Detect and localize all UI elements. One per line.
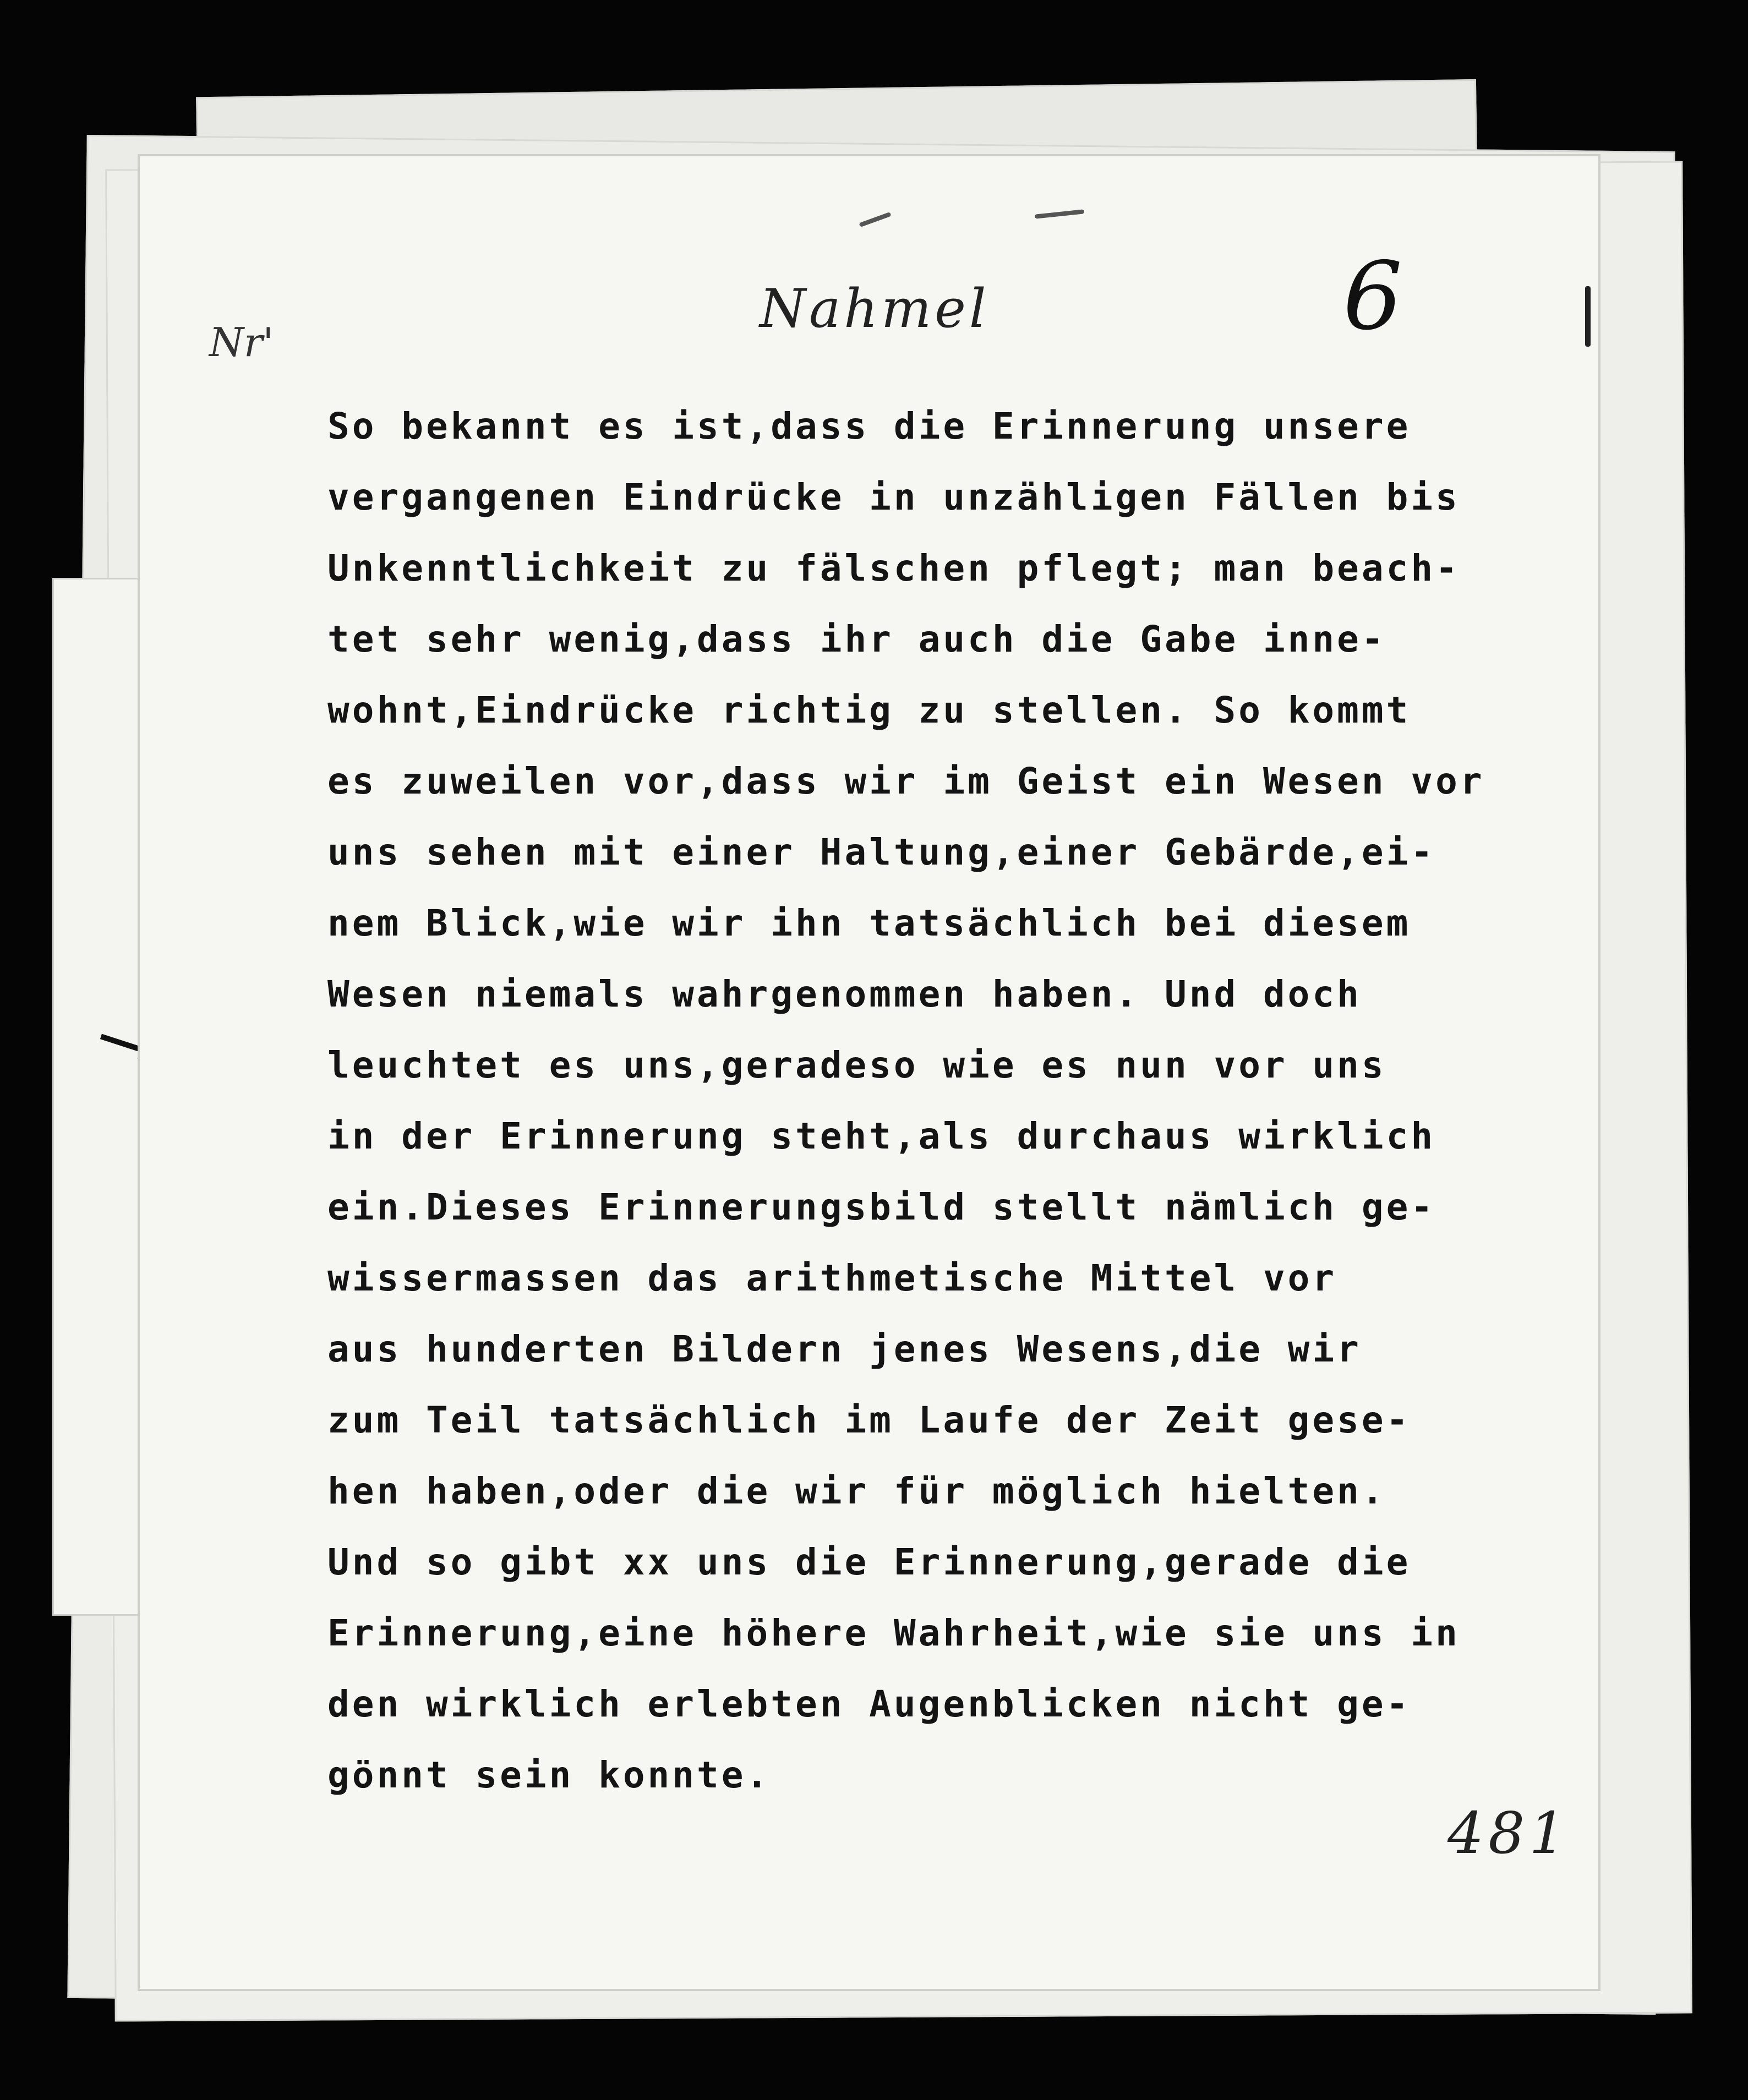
text-line: zum Teil tatsächlich im Laufe der Zeit gese-: [327, 1399, 1411, 1441]
text-line: tet sehr wenig,dass ihr auch die Gabe inne-: [327, 618, 1386, 660]
text-line: nem Blick,wie wir ihn tatsächlich bei diesem: [327, 902, 1411, 944]
text-line: leuchtet es uns,geradeso wie es nun vor uns: [327, 1044, 1386, 1086]
archive-number: 481: [1447, 1800, 1570, 1867]
margin-annotation: Nr': [209, 319, 274, 365]
text-line: So bekannt es ist,dass die Erinnerung unsere: [327, 405, 1411, 447]
text-line: uns sehen mit einer Haltung,einer Gebärde,ei-: [327, 831, 1436, 873]
page-number: 6: [1343, 242, 1403, 351]
text-line: wohnt,Eindrücke richtig zu stellen. So kommt: [327, 689, 1411, 731]
handwritten-heading: Nahmel: [760, 278, 990, 340]
pen-mark: [1585, 286, 1591, 347]
typed-text-body: [327, 391, 1483, 1811]
text-line: Unkenntlichkeit zu fälschen pflegt; man beach-: [327, 547, 1460, 589]
text-line: Wesen niemals wahrgenommen haben. Und doch: [327, 973, 1362, 1015]
text-line: vergangenen Eindrücke in unzähligen Fällen bis: [327, 476, 1460, 518]
text-line: Und so gibt xx uns die Erinnerung,gerade die: [327, 1541, 1411, 1583]
text-line: den wirklich erlebten Augenblicken nicht ge-: [327, 1683, 1411, 1725]
text-line: gönnt sein konnte.: [327, 1754, 771, 1796]
text-line: es zuweilen vor,dass wir im Geist ein Wesen vor: [327, 760, 1485, 802]
text-line: Erinnerung,eine höhere Wahrheit,wie sie uns in: [327, 1612, 1460, 1654]
text-line: ein.Dieses Erinnerungsbild stellt nämlich ge-: [327, 1186, 1436, 1228]
text-line: wissermassen das arithmetische Mittel vor: [327, 1257, 1337, 1299]
text-line: aus hunderten Bildern jenes Wesens,die wir: [327, 1328, 1362, 1370]
text-line: in der Erinnerung steht,als durchaus wirklich: [327, 1115, 1436, 1157]
text-line: hen haben,oder die wir für möglich hielten.: [327, 1470, 1386, 1512]
